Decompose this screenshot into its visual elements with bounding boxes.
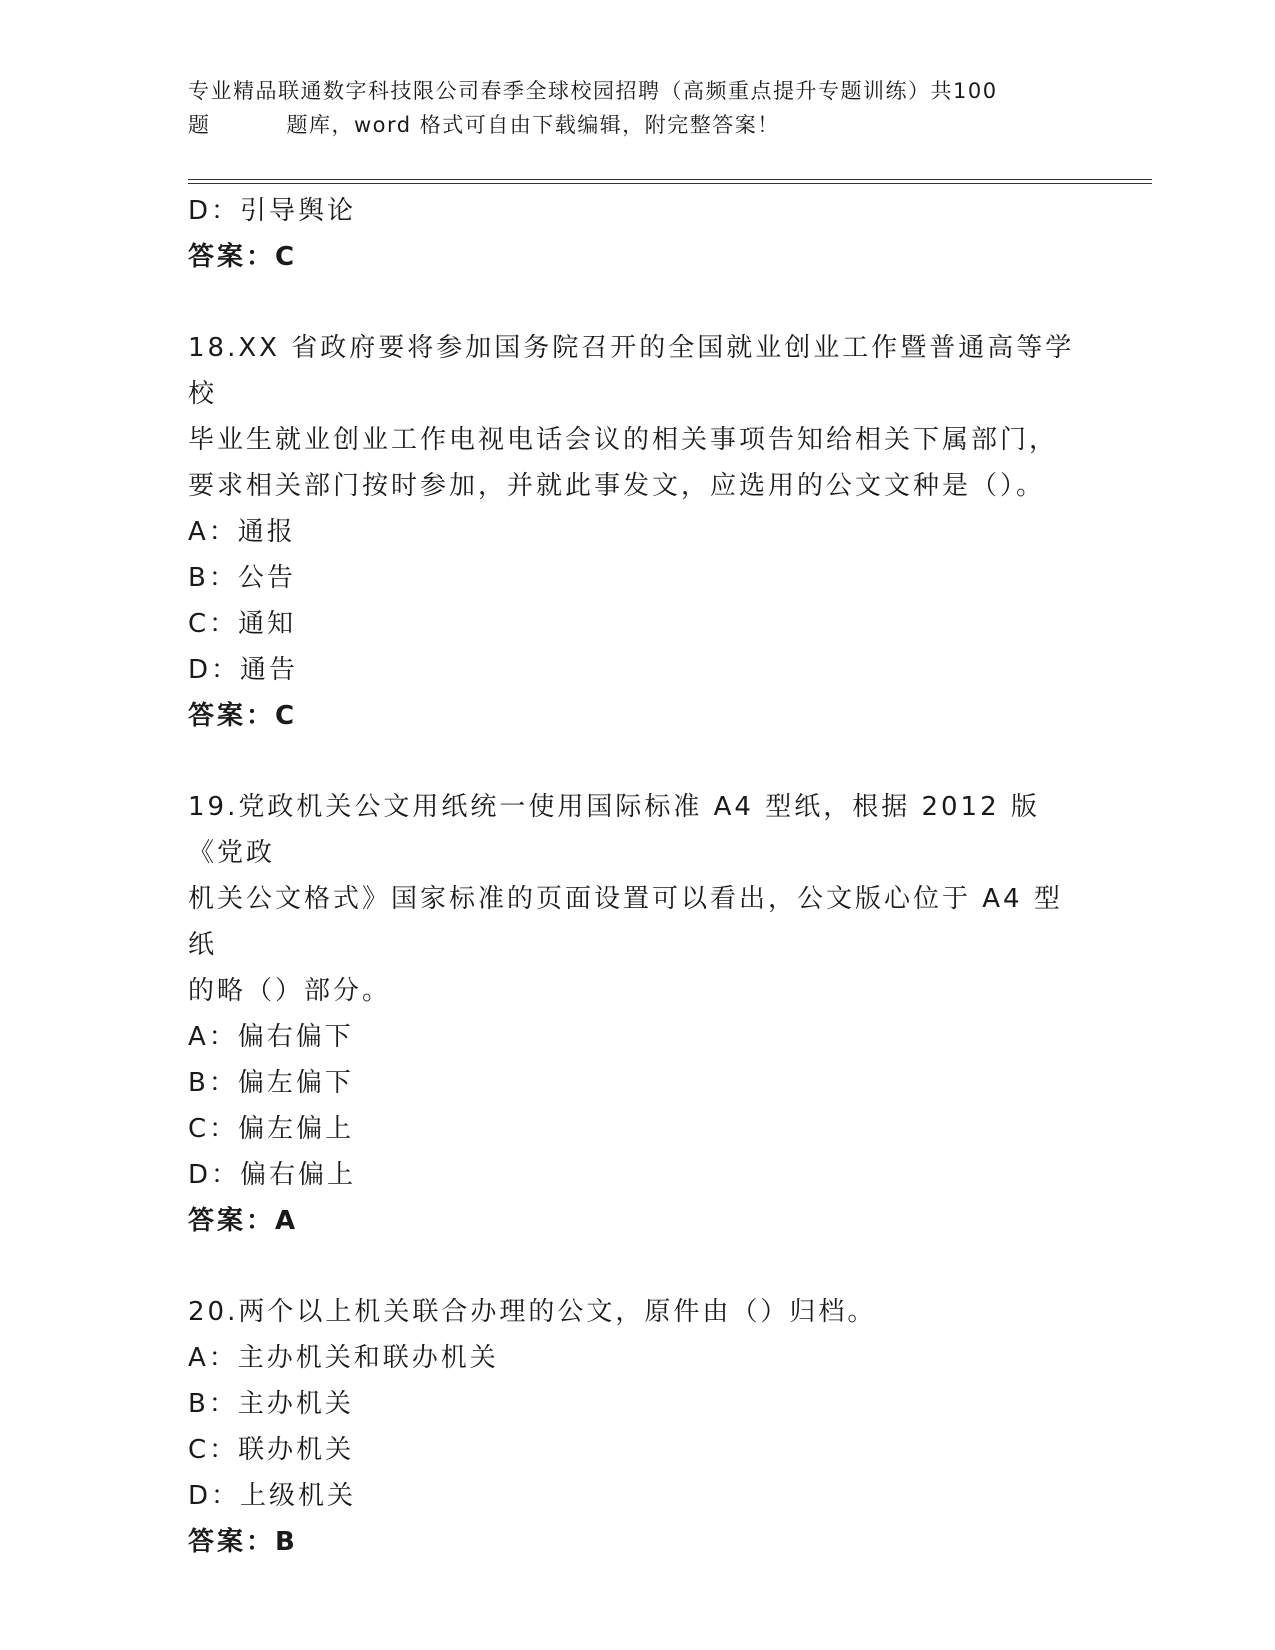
answer: 答案：C [188,242,298,272]
question-text-line: 的略（）部分。 [188,976,392,1006]
document-header [188,74,1088,142]
question-text-line: 机关公文格式》国家标准的页面设置可以看出，公文版心位于 A4 型纸 [188,884,1063,960]
option-c: C：通知 [188,609,297,639]
option-d: D：上级机关 [188,1481,357,1511]
option-d: D：偏右偏上 [188,1160,357,1190]
header-line-1: 专业精品联通数字科技限公司春季全球校园招聘（高频重点提升专题训练）共100 [188,79,998,103]
option-b: B：公告 [188,563,296,593]
answer: 答案：B [188,1527,298,1557]
option-b: B：主办机关 [188,1389,354,1419]
option-c: C：偏左偏上 [188,1114,355,1144]
header-line-2-start: 题 [188,113,211,137]
question-text-line: 20.两个以上机关联合办理的公文，原件由（）归档。 [188,1297,877,1327]
header-line-2-end: 题库，word 格式可自由下载编辑，附完整答案！ [286,113,780,137]
option-b: B：偏左偏下 [188,1068,354,1098]
answer: 答案：C [188,701,298,731]
option-d: D：引导舆论 [188,196,357,226]
option-a: A：偏右偏下 [188,1022,354,1052]
question-text-line: 18.XX 省政府要将参加国务院召开的全国就业创业工作暨普通高等学校 [188,333,1075,409]
option-c: C：联办机关 [188,1435,355,1465]
document-body [188,188,1088,1565]
question-text-line: 要求相关部门按时参加，并就此事发文，应选用的公文文种是（）。 [188,471,1046,501]
header-rule-bottom [188,183,1152,184]
header-rule-top [188,179,1152,180]
question-20 [188,1289,1088,1565]
question-18 [188,325,1088,739]
header-line-2 [188,108,1088,142]
question-text-line: 毕业生就业创业工作电视电话会议的相关事项告知给相关下属部门， [188,425,1059,455]
option-d: D：通告 [188,655,299,685]
answer: 答案：A [188,1206,299,1236]
option-a: A：主办机关和联办机关 [188,1343,499,1373]
previous-question-tail [188,188,1088,280]
question-text-line: 19.党政机关公文用纸统一使用国际标准 A4 型纸，根据 2012 版《党政 [188,792,1040,868]
option-a: A：通报 [188,517,296,547]
question-19 [188,784,1088,1244]
